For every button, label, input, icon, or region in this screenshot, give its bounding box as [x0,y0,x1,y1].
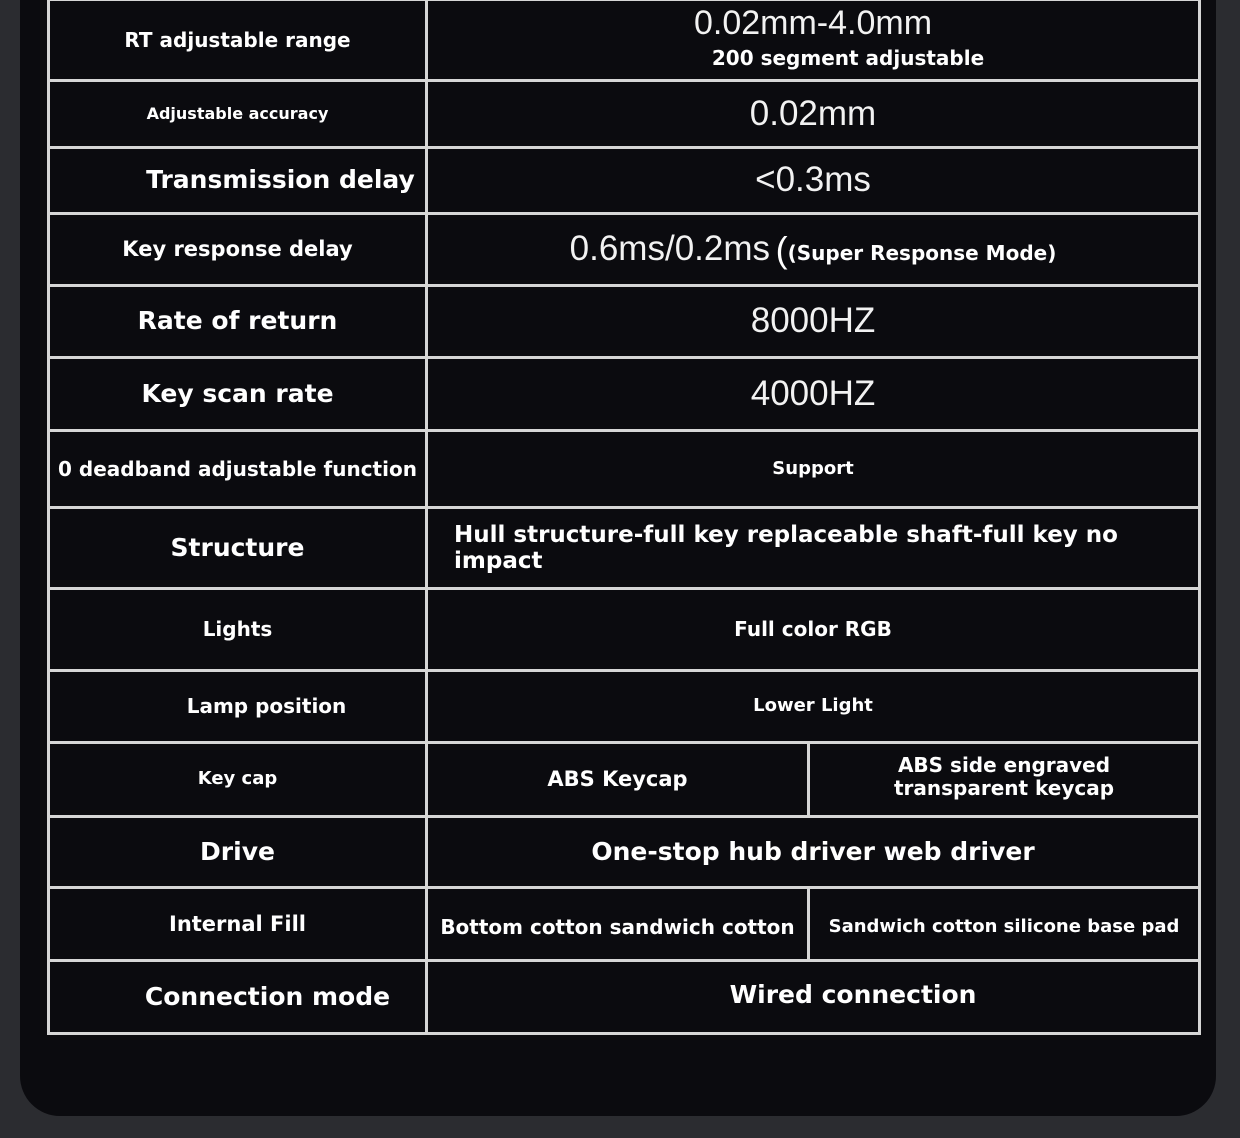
spec-value-main: 0.02mm-4.0mm [693,3,933,42]
table-row [49,214,1200,286]
spec-label: RT adjustable range [49,0,427,81]
spec-value: Hull structure-full key replaceable shaft-full key no impact [427,508,1200,589]
table-row [49,358,1200,431]
spec-label: Key scan rate [49,358,427,431]
spec-value: Full color RGB [427,589,1200,671]
table-row [49,961,1200,1034]
spec-label: Lamp position [49,671,427,743]
table-row [49,888,1200,961]
spec-label: Rate of return [49,286,427,358]
spec-label: Key response delay [49,214,427,286]
spec-label: Lights [49,589,427,671]
spec-value: 0.02mm [427,81,1200,148]
spec-value: One-stop hub driver web driver [427,817,1200,888]
spec-value: Bottom cotton sandwich cotton [427,888,809,961]
spec-value: Wired connection [427,961,1200,1034]
spec-label: Connection mode [49,961,427,1034]
spec-value: Support [427,431,1200,508]
table-row [49,817,1200,888]
spec-label: Structure [49,508,427,589]
spec-value: Lower Light [427,671,1200,743]
spec-value: 8000HZ [427,286,1200,358]
spec-label: 0 deadband adjustable function [49,431,427,508]
spec-value [427,214,1200,286]
spec-label: Adjustable accuracy [49,81,427,148]
spec-value-note: (Super Response Mode) [787,240,1057,265]
spec-value-main: 0.6ms/0.2ms [569,228,771,268]
spec-value [427,0,1200,81]
table-row [49,0,1200,81]
spec-value: ABS Keycap [427,743,809,817]
spec-table [47,0,1201,1035]
table-row [49,148,1200,214]
open-paren: ( [775,228,788,270]
table-row [49,589,1200,671]
table-row [49,286,1200,358]
spec-label: Key cap [49,743,427,817]
table-row [49,508,1200,589]
spec-label: Transmission delay [49,148,427,214]
spec-value: <0.3ms [427,148,1200,214]
spec-label: Drive [49,817,427,888]
spec-value-sub: 200 segment adjustable [711,46,985,71]
spec-value: Sandwich cotton silicone base pad [809,888,1200,961]
spec-value: ABS side engraved transparent keycap [809,743,1200,817]
table-row [49,431,1200,508]
table-row [49,671,1200,743]
spec-label: Internal Fill [49,888,427,961]
table-row [49,81,1200,148]
spec-value: 4000HZ [427,358,1200,431]
table-row [49,743,1200,817]
